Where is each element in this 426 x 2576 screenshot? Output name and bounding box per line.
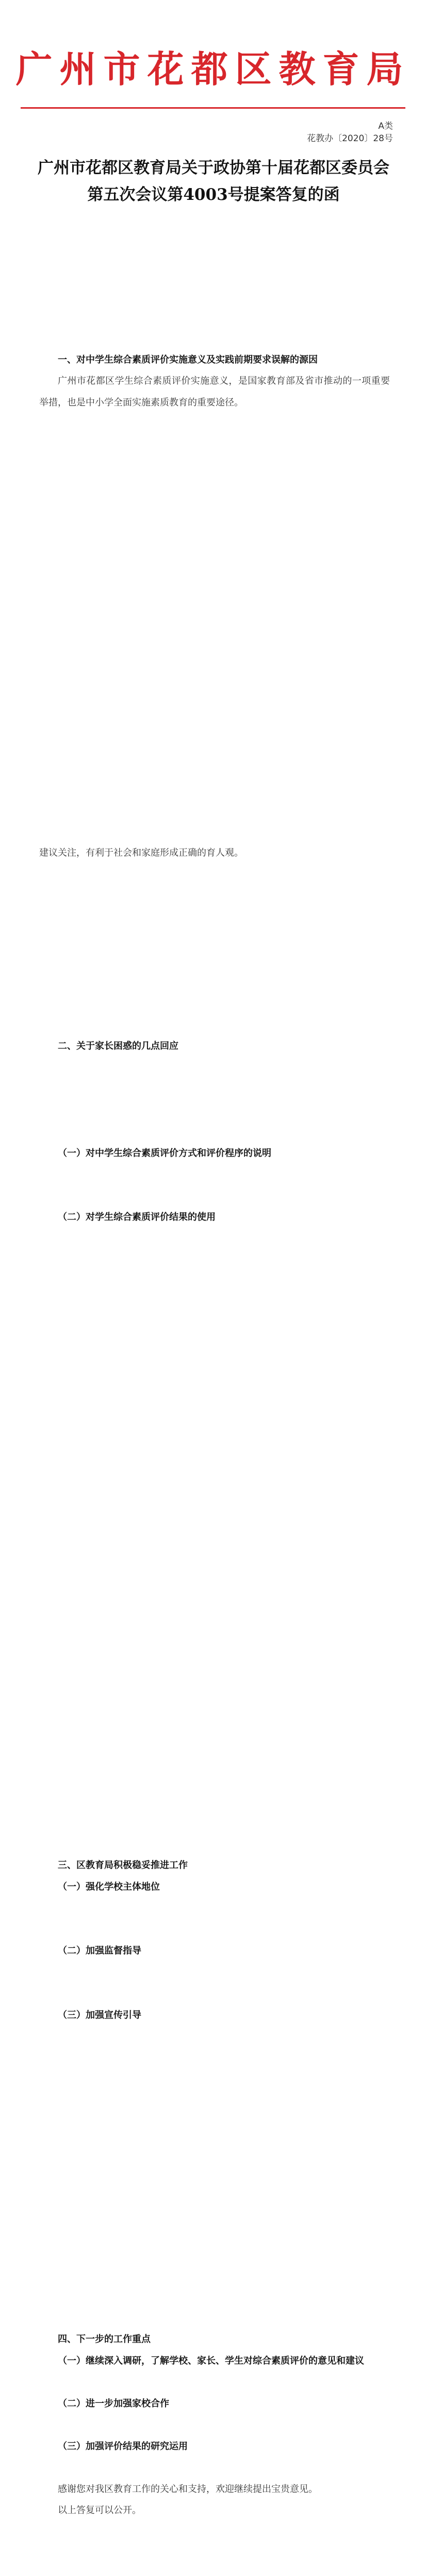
section4-heading: 四、下一步的工作重点 (58, 2334, 151, 2345)
doc-type: A类 (378, 121, 393, 131)
section4-sub3: （三）加强评价结果的研究运用 (58, 2441, 188, 2452)
section4 (39, 2329, 390, 2521)
paragraph (39, 2414, 390, 2436)
section3-sub1: （一）强化学校主体地位 (58, 1881, 160, 1892)
paragraph (39, 328, 390, 349)
paragraph (39, 307, 390, 328)
paragraph: 建议关注，有利于社会和家庭形成正确的育人观。 (39, 848, 243, 858)
section4-sub1: （一）继续深入调研，了解学校、家长、学生对综合素质评价的意见和建议 (58, 2355, 364, 2366)
paragraph (39, 1057, 390, 1079)
closing2: 以上答复可以公开。 (58, 2505, 141, 2516)
document-title: 广州市花都区教育局关于政协第十届花都区委员会第五次会议第4003号提案答复的函 (38, 159, 389, 204)
paragraph (39, 242, 390, 264)
section4-sub2: （二）进一步加强家校合作 (58, 2398, 169, 2409)
org-title: 广州市花都区教育局 (15, 47, 411, 91)
section1-cont (39, 842, 390, 864)
paragraph (39, 1185, 390, 1207)
section2 (39, 1036, 390, 1228)
doc-number: 花教办〔2020〕28号 (307, 133, 393, 144)
section3 (39, 1855, 390, 2026)
section1-heading: 一、对中学生综合素质评价实施意义及实践前期要求误解的源因 (58, 354, 318, 365)
section2-heading: 二、关于家长困惑的几点回应 (58, 1041, 178, 1052)
section3-sub2: （二）加强监督指导 (58, 1945, 141, 1956)
section2-sub2: （二）对学生综合素质评价结果的使用 (58, 1212, 216, 1223)
paragraph (39, 1164, 390, 1185)
paragraph (39, 1078, 390, 1100)
paragraph: 广州市花都区学生综合素质评价实施意义，是国家教育部及省市推动的一项重要举措，也是中小学全面实施素质教育的重要途径。 (39, 376, 390, 408)
section3-sub3: （三）加强宣传引导 (58, 2009, 141, 2021)
paragraph (39, 1962, 390, 1984)
section2-sub1: （一）对中学生综合素质评价方式和评价程序的说明 (58, 1147, 271, 1159)
paragraph (39, 2457, 390, 2479)
intro-section (39, 242, 390, 413)
paragraph (39, 1919, 390, 1941)
section3-heading: 三、区教育局积极稳妥推进工作 (58, 1860, 188, 1871)
header-red-rule (21, 107, 405, 109)
paragraph (39, 285, 390, 307)
paragraph (39, 2371, 390, 2393)
paragraph (39, 1897, 390, 1919)
paragraph (39, 1983, 390, 2005)
paragraph (39, 1100, 390, 1122)
closing: 感谢您对我区教育工作的关心和支持，欢迎继续提出宝贵意见。 (58, 2483, 318, 2495)
paragraph (39, 264, 390, 285)
paragraph (39, 1121, 390, 1143)
